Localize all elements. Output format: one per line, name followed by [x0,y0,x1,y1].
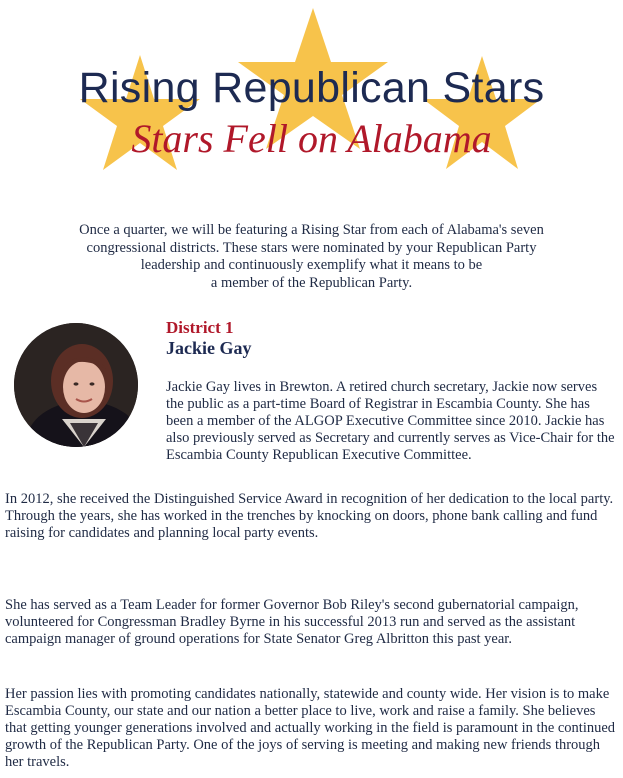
newsletter-title: Rising Republican Stars [78,64,545,112]
intro-line: congressional districts. These stars were nominated by your Republican Party [86,239,537,256]
body-paragraph-campaigns: She has served as a Team Leader for former Governor Bob Riley's second gubernatorial campaign, volunteered for Congressman Bradley Byrne in his successful 2013 run and served as the assistant campaign manager of ground operations for State Senator Greg Albritton this past year. [5,597,579,647]
person-name: Jackie Gay [166,338,252,358]
bio-paragraph: Jackie Gay lives in Brewton. A retired church secretary, Jackie now serves the public as a part-time Board of Registrar in Escambia County. She has been a member of the ALGOP Executive Committee since 2010. Jackie has also previously served as Secretary and currently serves as Vice-Chair for the Escambia County Republican Executive Committee. [166,379,615,463]
intro-text [14,222,609,292]
portrait-image [14,323,138,447]
header-banner [0,0,623,210]
intro-line: Once a quarter, we will be featuring a Rising Star from each of Alabama's seven [79,222,544,238]
body-paragraph-passion: Her passion lies with promoting candidates nationally, statewide and county wide. Her vision is to make Escambia County, our state and our nation a better place to live, work and raise a family. She believes that getting younger generations involved and actually working in the field is paramount in the continued growth of the Republican Party. One of the joys of serving is meeting and making new friends through her travels. [5,686,616,770]
intro-line: leadership and continuously exemplify what it means to be [140,257,483,273]
body-paragraph-award: In 2012, she received the Distinguished Service Award in recognition of her dedication to the local party. Through the years, she has worked in the trenches by knocking on doors, phone bank calling and fund raising for candidates and planning local party events. [5,491,614,541]
intro-line: a member of the Republican Party. [210,274,413,291]
avatar [14,323,138,447]
newsletter-subtitle: Stars Fell on Alabama [131,116,492,161]
district-label: District 1 [166,318,234,337]
